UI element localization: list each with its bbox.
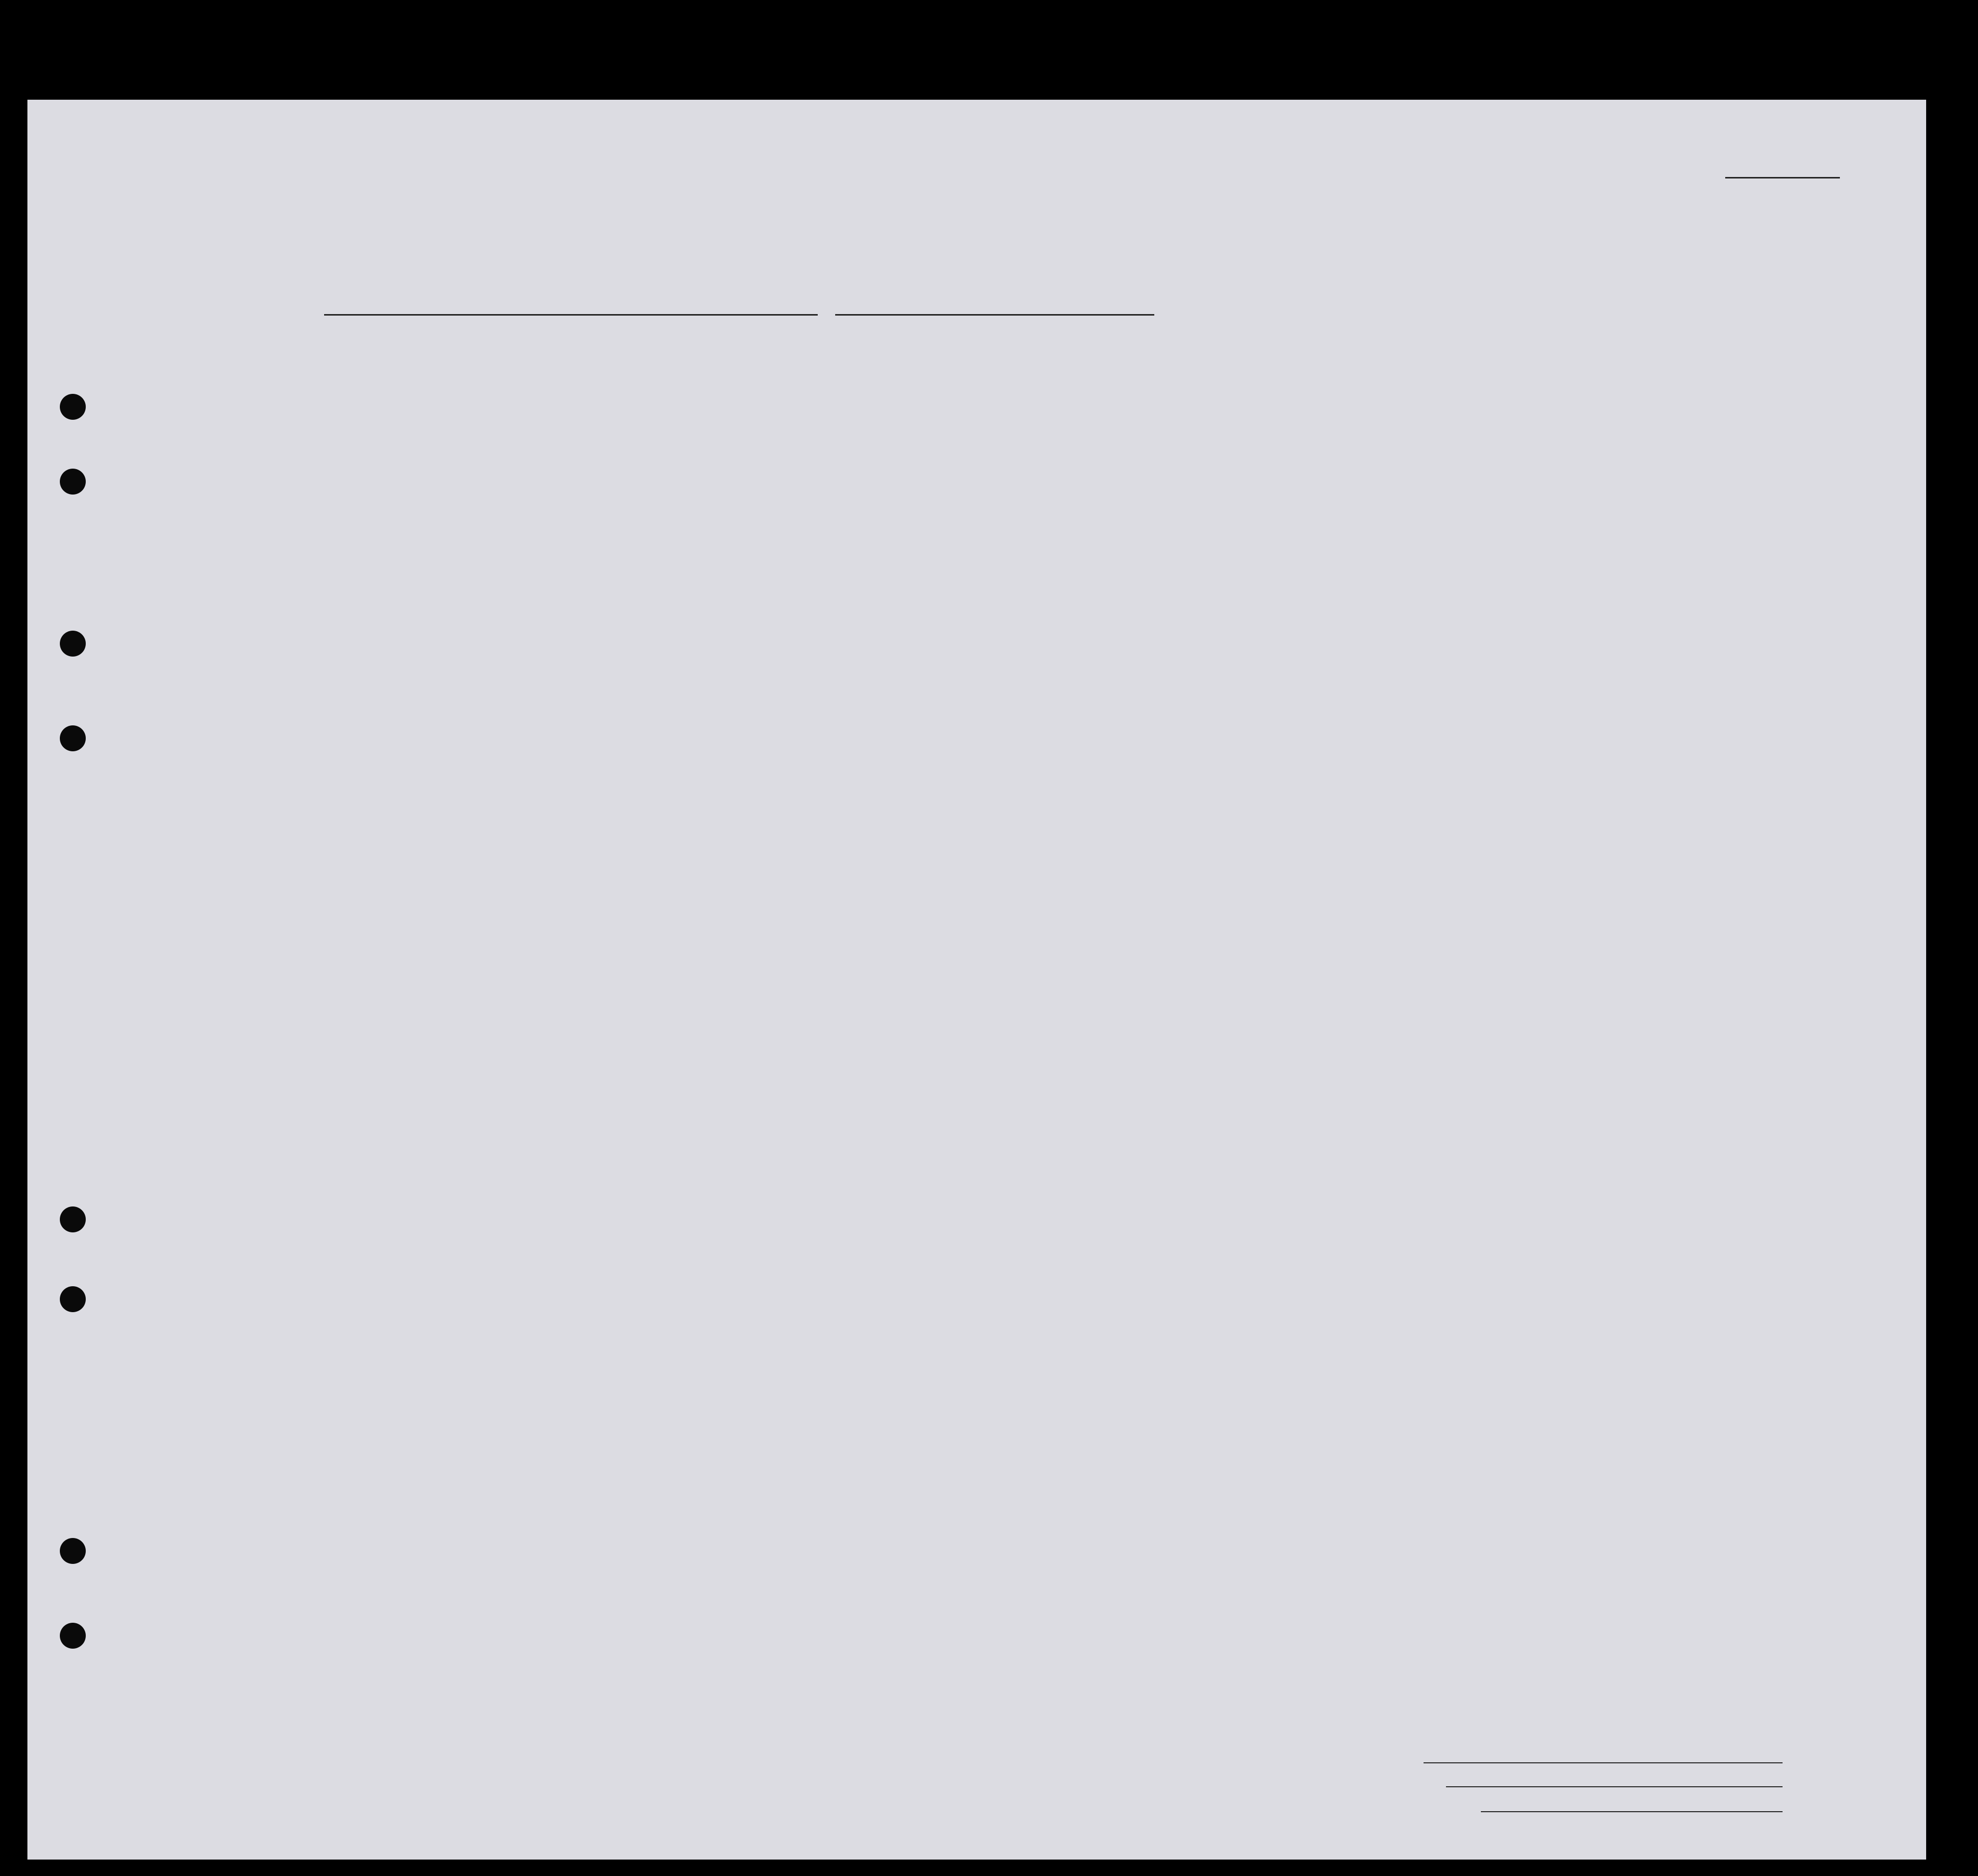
line-underline <box>1424 1762 1783 1763</box>
agents-underline <box>1481 1811 1783 1812</box>
owners-underline <box>1446 1786 1783 1787</box>
